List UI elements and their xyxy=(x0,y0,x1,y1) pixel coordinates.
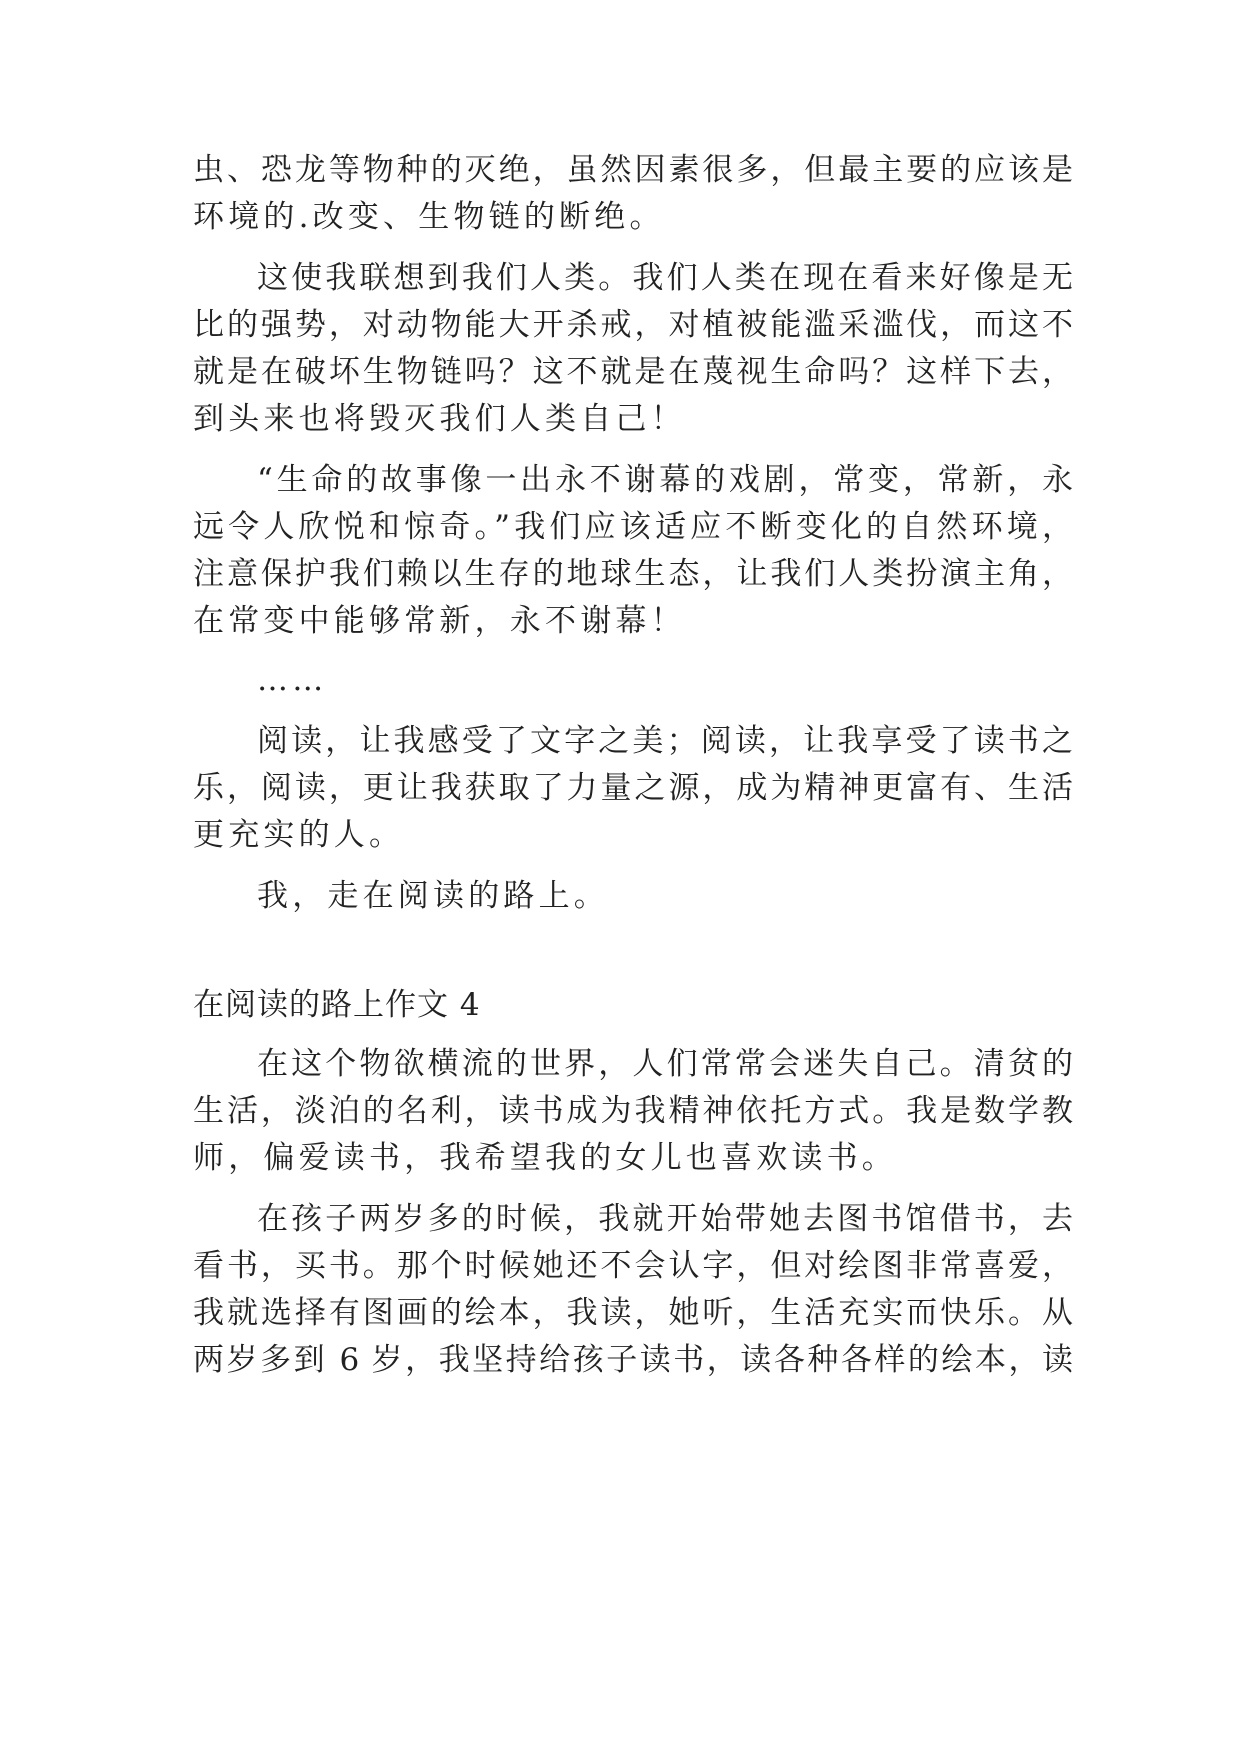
text-line: 注意保护我们赖以生存的地球生态，让我们人类扮演主角， xyxy=(193,556,1073,592)
text-line: 生活，淡泊的名利，读书成为我精神依托方式。我是数学教 xyxy=(193,1093,1073,1129)
text-line: 我就选择有图画的绘本，我读，她听，生活充实而快乐。从 xyxy=(193,1295,1073,1331)
text-line: 远令人欣悦和惊奇。”我们应该适应不断变化的自然环境， xyxy=(193,509,1073,545)
text-line: 在常变中能够常新，永不谢幕！ xyxy=(193,603,686,639)
text-line: 就是在破坏生物链吗？这不就是在蔑视生命吗？这样下去， xyxy=(193,354,1073,390)
text-line: 到头来也将毁灭我们人类自己！ xyxy=(193,401,686,437)
paragraph-first-line: 我，走在阅读的路上。 xyxy=(257,878,609,914)
text-line: 师，偏爱读书，我希望我的女儿也喜欢读书。 xyxy=(193,1140,897,1176)
text-line: 环境的.改变、生物链的断绝。 xyxy=(193,199,665,235)
text-line: 比的强势，对动物能大开杀戒，对植被能滥采滥伐，而这不 xyxy=(193,307,1073,343)
paragraph-first-line: 在这个物欲横流的世界，人们常常会迷失自己。清贫的 xyxy=(257,1046,1073,1082)
text-line: 乐，阅读，更让我获取了力量之源，成为精神更富有、生活 xyxy=(193,770,1073,806)
text-line: 虫、恐龙等物种的灭绝，虽然因素很多，但最主要的应该是 xyxy=(193,152,1073,188)
ellipsis-line: …… xyxy=(257,662,328,698)
text-line: 更充实的人。 xyxy=(193,817,405,853)
text-line: 看书，买书。那个时候她还不会认字，但对绘图非常喜爱， xyxy=(193,1248,1073,1284)
paragraph-first-line: 这使我联想到我们人类。我们人类在现在看来好像是无 xyxy=(257,260,1073,296)
text-line: 两岁多到 6 岁，我坚持给孩子读书，读各种各样的绘本，读 xyxy=(193,1342,1073,1378)
paragraph-first-line: 在孩子两岁多的时候，我就开始带她去图书馆借书，去 xyxy=(257,1201,1073,1237)
paragraph-first-line: “生命的故事像一出永不谢幕的戏剧，常变，常新，永 xyxy=(257,462,1073,498)
paragraph-first-line: 阅读，让我感受了文字之美；阅读，让我享受了读书之 xyxy=(257,723,1073,759)
section-heading: 在阅读的路上作文 4 xyxy=(193,987,481,1023)
